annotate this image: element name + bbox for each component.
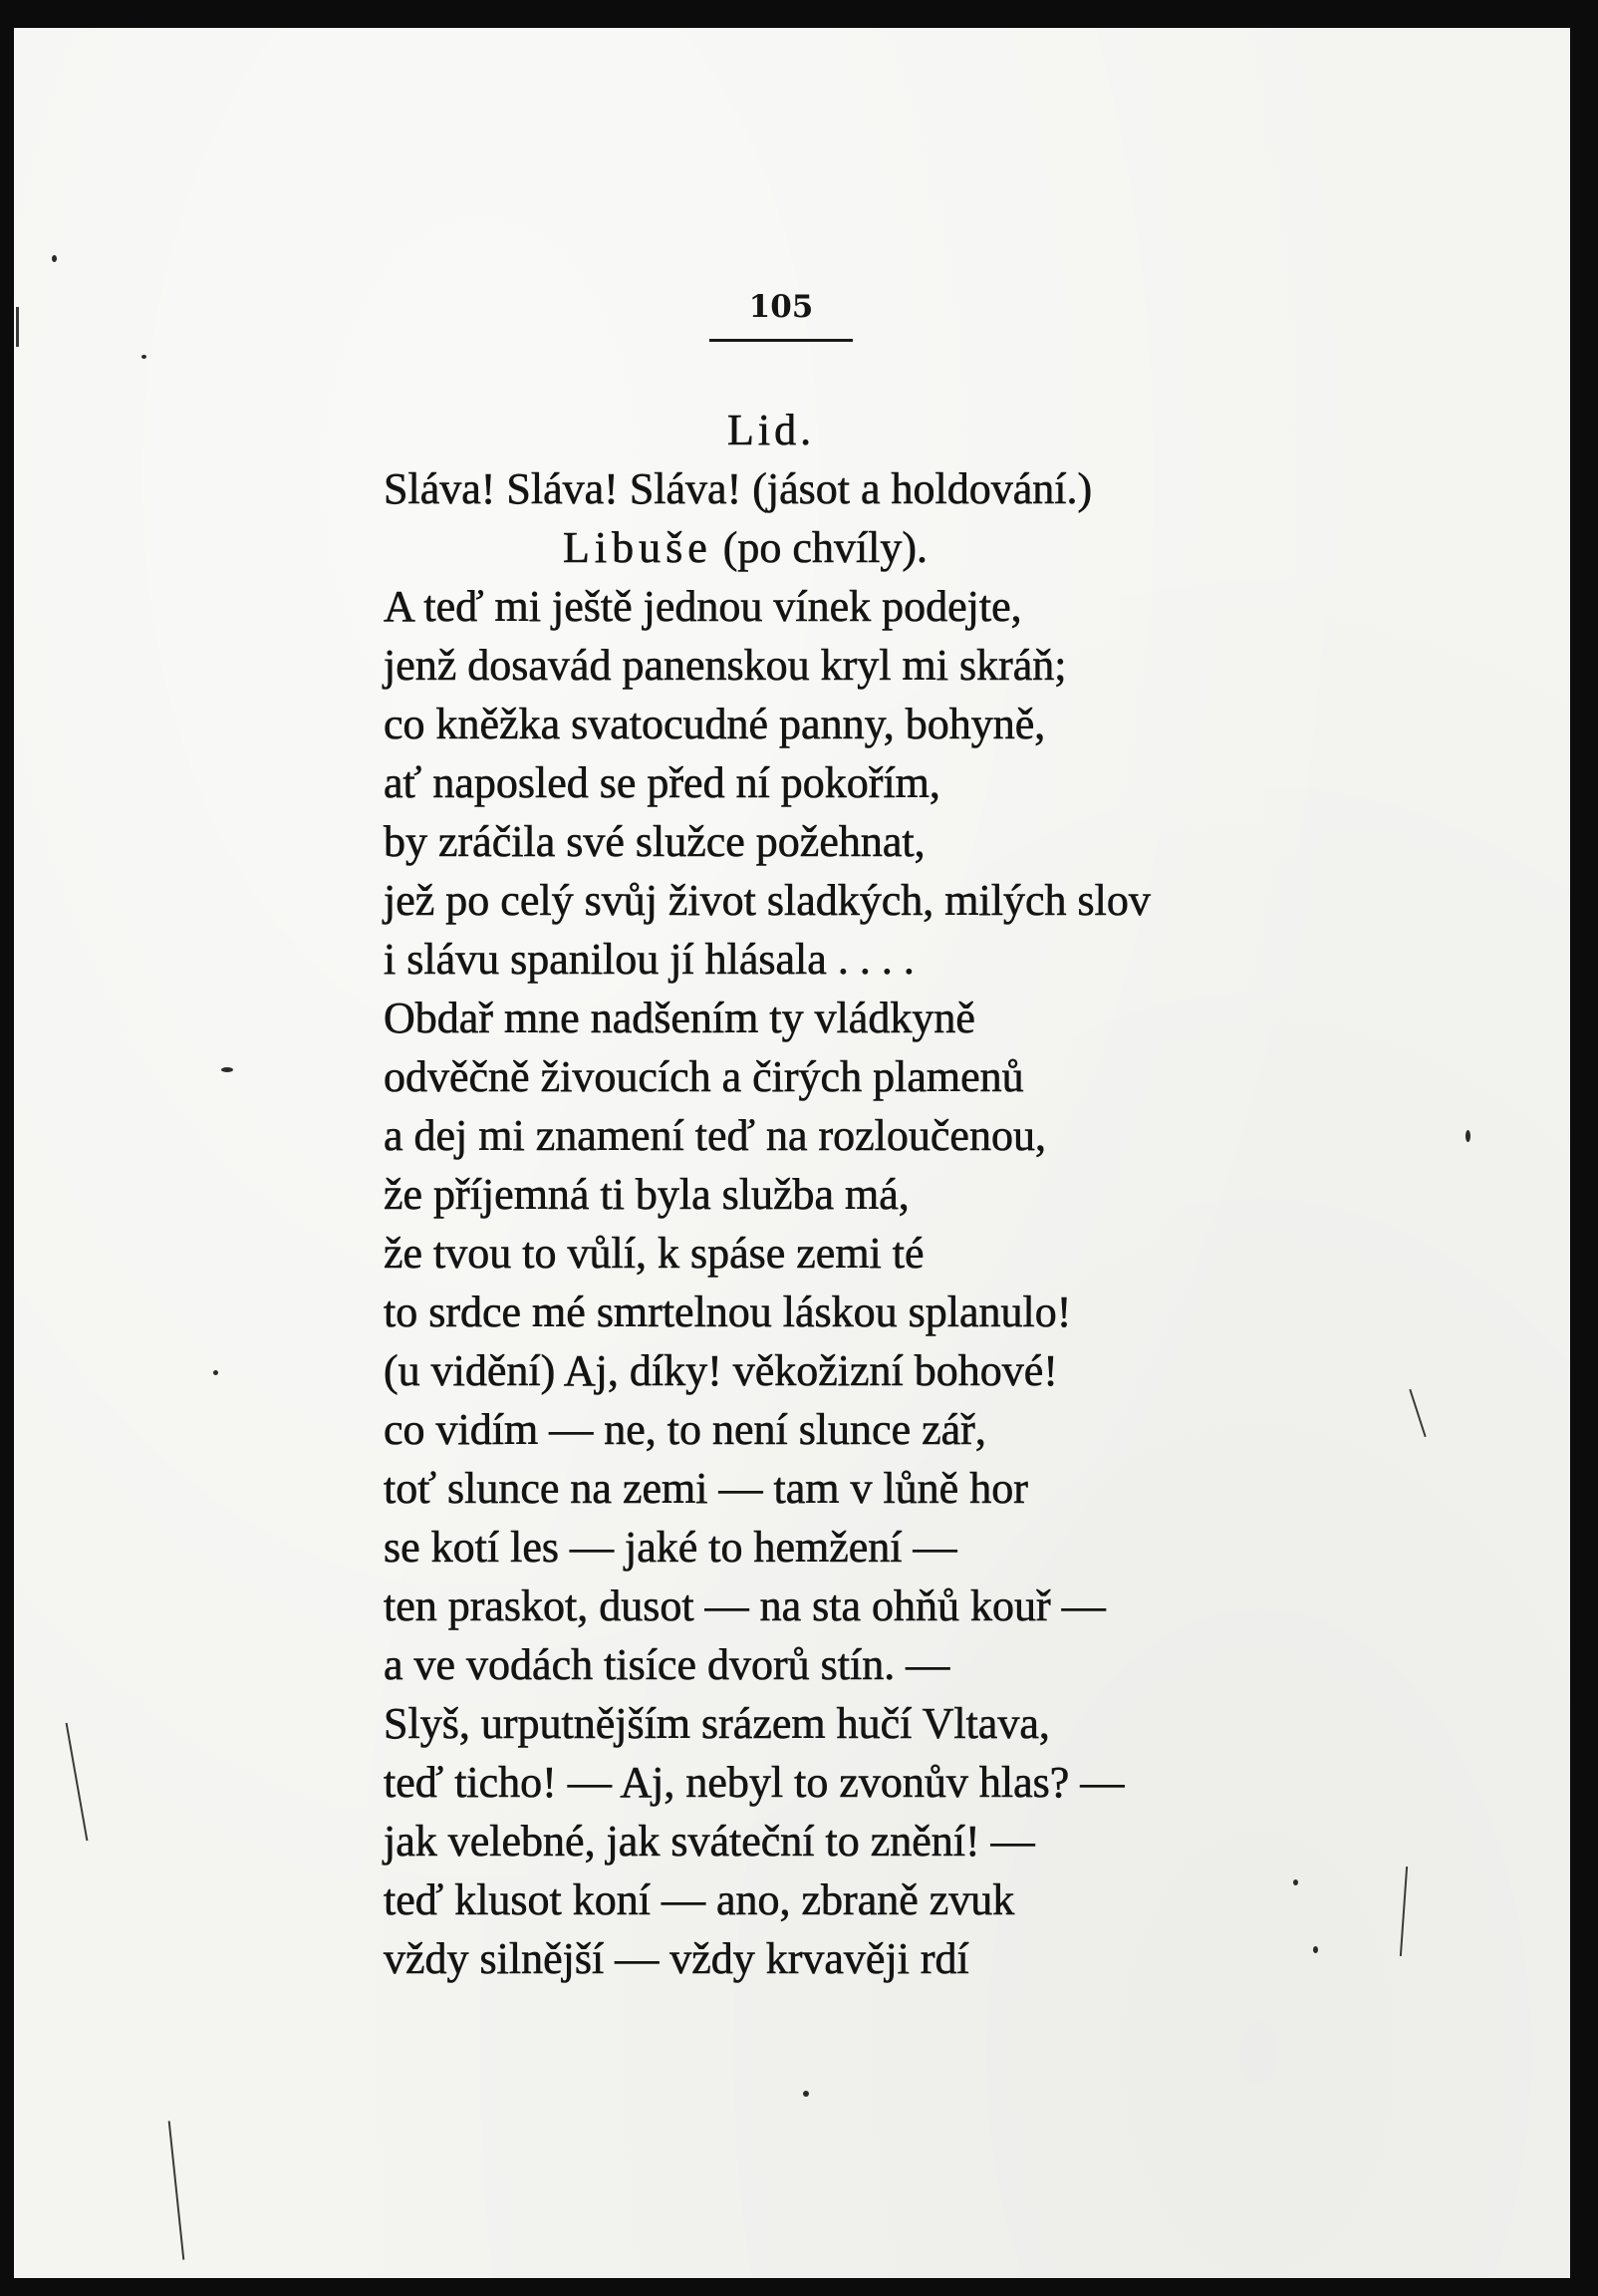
verse-line: co kněžka svatocudné panny, bohyně, [384, 700, 1046, 748]
scan-scratch [16, 307, 19, 347]
page-number: 105 [748, 289, 814, 325]
verse-line: ať naposled se před ní pokořím, [384, 758, 940, 807]
verse-line: co vidím — ne, to není slunce zář, [384, 1405, 986, 1454]
scan-scratch [1400, 1866, 1408, 1956]
scan-speck [803, 2091, 809, 2097]
verse-line: Slyš, urputnějším srázem hučí Vltava, [384, 1699, 1050, 1748]
verse-line: a dej mi znamení teď na rozloučenou, [384, 1111, 1046, 1160]
verse-line: jenž dosavád panenskou kryl mi skráň; [384, 641, 1067, 690]
speaker-name: Libuše [563, 523, 712, 572]
verse-line: teď ticho! — Aj, nebyl to zvonův hlas? — [384, 1758, 1125, 1807]
scan-speck [1465, 1130, 1470, 1142]
verse-line: jak velebné, jak sváteční to znění! — [384, 1817, 1035, 1866]
verse-line: ten praskot, dusot — na sta ohňů kouř — [384, 1581, 1106, 1630]
verse-line: se kotí les — jaké to hemžení — [384, 1523, 957, 1572]
verse-line: to srdce mé smrtelnou láskou splanulo! [384, 1288, 1072, 1336]
verse-line: (u vidění) Aj, díky! věkožizní bohové! [384, 1346, 1058, 1395]
scan-scratch [168, 2121, 185, 2259]
scan-speck [213, 1370, 218, 1375]
verse-line: i slávu spanilou jí hlásala . . . . [384, 935, 915, 984]
verse-line: Obdař mne nadšením ty vládkyně [384, 994, 975, 1042]
verse-line: Sláva! Sláva! Sláva! (jásot a holdování.) [384, 464, 1093, 513]
page-number-rule [709, 339, 853, 342]
drama-text [384, 401, 1380, 1988]
verse-line: toť slunce na zemi — tam v lůně hor [384, 1464, 1028, 1513]
speaker-heading-libuse [384, 518, 1380, 577]
scan-speck [141, 355, 146, 359]
scan-speck [221, 1067, 233, 1072]
speaker-heading-lid: Lid. [727, 406, 816, 454]
verse-line: že příjemná ti byla služba má, [384, 1170, 910, 1219]
verse-line: jež po celý svůj život sladkých, milých slov [384, 876, 1151, 925]
scan-scratch [1409, 1389, 1426, 1437]
stage-direction: (po chvíly). [711, 523, 929, 572]
verse-line: teď klusot koní — ano, zbraně zvuk [384, 1875, 1015, 1924]
scan-scratch [66, 1723, 89, 1842]
scan-speck [52, 255, 57, 262]
verse-line: by zráčila své služce požehnat, [384, 817, 926, 866]
verse-line: a ve vodách tisíce dvorů stín. — [384, 1640, 950, 1689]
verse-line: A teď mi ještě jednou vínek podejte, [384, 582, 1022, 631]
verse-line: vždy silnější — vždy krvavěji rdí [384, 1934, 969, 1983]
verse-line: že tvou to vůlí, k spáse zemi té [384, 1229, 925, 1278]
verse-line: odvěčně živoucích a čirých plamenů [384, 1052, 1024, 1101]
